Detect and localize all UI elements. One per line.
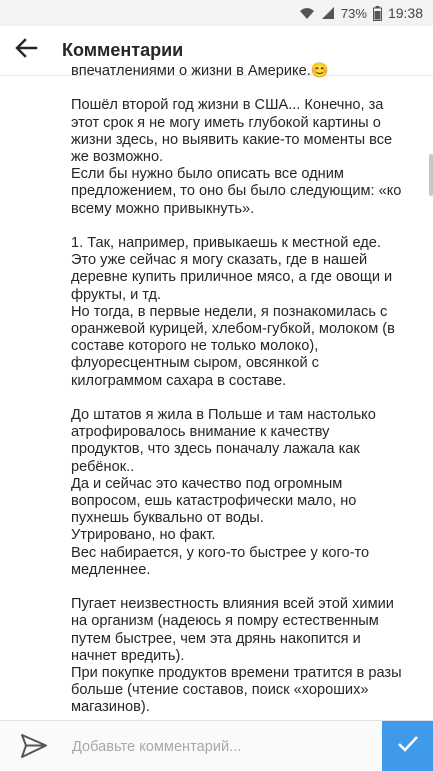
caption-paragraph: Пугает неизвестность влияния всей этой химии на организм (надеюсь я помру естественным путем быстрее, чем эта дрянь накопится и начнет вредить). При покупке продуктов времени тратится в разы больше (чтение составов, поиск «хороших» магазинов). [71,596,402,716]
comment-input[interactable] [70,729,374,765]
status-time: 19:38 [387,5,423,21]
scrollbar[interactable] [429,154,433,196]
back-button[interactable] [0,26,52,76]
caption-paragraph: До штатов я жила в Польше и там настолько атрофировалось внимание к качеству продуктов, что здесь поначалу лажала как ребёнок.. Да и сейчас это качество под огромным вопросом, ешь катастрофически мало, но пухнешь буквально от воды. Утрировано, но факт. Вес набирается, у кого-то быстрее у кого-то медленнее. [71,407,376,578]
comment-composer [0,720,433,770]
direct-send-icon[interactable] [20,733,48,759]
caption-paragraph: Пошёл второй год жизни в США... Конечно, за этот срок я не могу иметь глубокой картины о жизни здесь, но выявить какие-то моменты все же возможно. Если бы нужно было описать все одним предложением, то оно бы было следующим: «ко всему можно привыкнуть». [71,97,402,217]
post-caption [71,63,403,734]
wifi-icon [299,6,315,20]
arrow-left-icon [15,38,37,63]
caption-paragraph: 1. Так, например, привыкаешь к местной еде. Это уже сейчас я могу сказать, где в нашей деревне купить приличное мясо, а где овощи и фрукты, и тд. Но тогда, в первые недели, я познакомилась с оранжевой курицей, хлебом-губкой, молоком (в составе которого не только молоко), флуоресцентным сыром, овсянкой с килограммом сахара в составе. [71,235,395,389]
post-comment-button[interactable] [382,721,433,771]
checkmark-icon [397,735,419,758]
signal-icon [321,6,335,20]
battery-icon [373,6,382,21]
status-bar [0,0,433,26]
caption-paragraph: впечатлениями о жизни в Америке.😊 [71,63,329,79]
battery-percent: 73% [340,5,367,21]
comments-content[interactable] [0,63,433,720]
page-title: Комментарии [62,40,184,60]
